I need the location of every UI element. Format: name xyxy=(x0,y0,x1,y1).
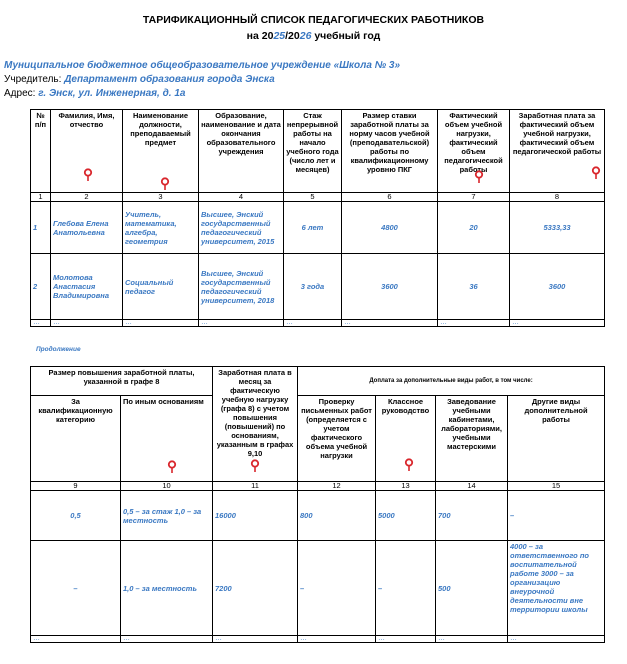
header-cell: № п/п xyxy=(31,110,51,193)
col-number: 9 xyxy=(31,482,121,491)
address-value: г. Энск, ул. Инженерная, д. 1а xyxy=(38,88,186,99)
pin-icon xyxy=(404,458,414,472)
row-name: Глебова Елена Анатольевна xyxy=(51,202,123,254)
col-number: 7 xyxy=(438,193,510,202)
col-number: 4 xyxy=(199,193,284,202)
pin-icon xyxy=(83,168,93,182)
dots-cell: … xyxy=(199,320,284,327)
row-c11: 7200 xyxy=(213,541,298,636)
col-number: 6 xyxy=(342,193,438,202)
dots-cell: … xyxy=(510,320,605,327)
header-cell: Фактический объем учебной нагрузки, фактический объем педагогической работы xyxy=(438,110,510,193)
table-row xyxy=(31,491,605,541)
header-cell: Стаж непрерывной работы на начало учебного года (число лет и месяцев) xyxy=(284,110,342,193)
row-education: Высшее, Энский государственный педагогический университет, 2018 xyxy=(199,254,284,320)
group-header: Размер повышения заработной платы, указанной в графе 8 xyxy=(31,367,213,396)
title-line: ТАРИФИКАЦИОННЫЙ СПИСОК ПЕДАГОГИЧЕСКИХ РАБОТНИКОВ xyxy=(142,14,485,26)
dots-cell: … xyxy=(438,320,510,327)
org-name: Муниципальное бюджетное общеобразовательное учреждение «Школа № 3» xyxy=(4,60,401,71)
pin-icon xyxy=(250,459,260,473)
row-rate: 4800 xyxy=(342,202,438,254)
row-c14: 500 xyxy=(436,541,508,636)
header-cell: Фамилия, Имя, отчество xyxy=(51,110,123,193)
ellipsis-row xyxy=(31,636,605,643)
row-c11: 16000 xyxy=(213,491,298,541)
row-education: Высшее, Энский государственный педагогический университет, 2015 xyxy=(199,202,284,254)
header-cell: Заработная плата за фактический объем учебной нагрузки, фактический объем педагогической работы xyxy=(510,110,605,193)
row-salary: 5333,33 xyxy=(510,202,605,254)
col-number: 12 xyxy=(298,482,376,491)
dots-cell: … xyxy=(508,636,605,643)
dots-cell: … xyxy=(342,320,438,327)
row-c10: 0,5 – за стаж 1,0 – за местность xyxy=(121,491,213,541)
continuation-label: Продолжение xyxy=(36,346,81,353)
col-number: 8 xyxy=(510,193,605,202)
dots-cell: … xyxy=(31,636,121,643)
header-cell: Классное руководство xyxy=(376,396,436,482)
dots-cell: … xyxy=(213,636,298,643)
row-load: 20 xyxy=(438,202,510,254)
header-cell: За квалификационную категорию xyxy=(31,396,121,482)
row-c13: – xyxy=(376,541,436,636)
ellipsis-row xyxy=(31,320,605,327)
row-c15: – xyxy=(508,491,605,541)
founder-value: Департамент образования города Энска xyxy=(64,74,275,85)
year-a: 25 xyxy=(273,30,286,42)
row-name: Молотова Анастасия Владимировна xyxy=(51,254,123,320)
col-number: 15 xyxy=(508,482,605,491)
row-stage: 6 лет xyxy=(284,202,342,254)
header-cell: Проверку письменных работ (определяется с учетом фактического объема учебной нагрузки xyxy=(298,396,376,482)
row-c14: 700 xyxy=(436,491,508,541)
pin-icon xyxy=(160,177,170,191)
col-number: 11 xyxy=(213,482,298,491)
allowance-table xyxy=(30,366,605,643)
dots-cell: … xyxy=(436,636,508,643)
dots-cell: … xyxy=(284,320,342,327)
header-cell: Наименование должности, преподаваемый предмет xyxy=(123,110,199,193)
dots-cell: … xyxy=(31,320,51,327)
table-row xyxy=(31,254,605,320)
row-stage: 3 года xyxy=(284,254,342,320)
header-cell: Заведование учебными кабинетами, лабораториями, учебными мастерскими xyxy=(436,396,508,482)
document-title xyxy=(0,12,627,44)
row-position: Учитель, математика, алгебра, геометрия xyxy=(123,202,199,254)
table-row xyxy=(31,202,605,254)
founder-line: Учредитель: Департамент образования города Энска xyxy=(4,74,275,85)
row-c12: 800 xyxy=(298,491,376,541)
header-cell: Заработная плата в месяц за фактическую учебную нагрузку (графа 8) с учетом повышения (повышений) по основаниям, указанным в графах 9,10 xyxy=(213,367,298,482)
header-cell: Размер ставки заработной платы за норму часов учебной (преподавательской) работы по квалификационному уровню ПКГ xyxy=(342,110,438,193)
pin-icon xyxy=(591,166,601,180)
pin-icon xyxy=(167,460,177,474)
row-c12: – xyxy=(298,541,376,636)
header-cell: Образование, наименование и дата окончания образовательного учреждения xyxy=(199,110,284,193)
table-row xyxy=(31,541,605,636)
row-position: Социальный педагог xyxy=(123,254,199,320)
address-line: Адрес: г. Энск, ул. Инженерная, д. 1а xyxy=(4,88,186,99)
row-no: 2 xyxy=(31,254,51,320)
dots-cell: … xyxy=(298,636,376,643)
row-salary: 3600 xyxy=(510,254,605,320)
dots-cell: … xyxy=(51,320,123,327)
header-cell: Другие виды дополнительной работы xyxy=(508,396,605,482)
group-header: Доплата за дополнительные виды работ, в том числе: xyxy=(298,367,605,396)
dots-cell: … xyxy=(123,320,199,327)
row-c13: 5000 xyxy=(376,491,436,541)
col-number: 10 xyxy=(121,482,213,491)
col-number: 3 xyxy=(123,193,199,202)
year-line: на 2025/2026 учебный год xyxy=(246,30,381,42)
row-c9: – xyxy=(31,541,121,636)
col-number: 13 xyxy=(376,482,436,491)
year-b: 26 xyxy=(299,30,312,42)
col-number: 1 xyxy=(31,193,51,202)
row-load: 36 xyxy=(438,254,510,320)
row-no: 1 xyxy=(31,202,51,254)
col-number: 5 xyxy=(284,193,342,202)
dots-cell: … xyxy=(376,636,436,643)
row-c15: 4000 – за ответственного по воспитательной работе 3000 – за организацию внеурочной деятельности вне территории школы xyxy=(508,541,605,636)
staff-table xyxy=(30,109,605,327)
header-cell: По иным основаниям xyxy=(121,396,213,482)
row-rate: 3600 xyxy=(342,254,438,320)
col-number: 14 xyxy=(436,482,508,491)
row-c9: 0,5 xyxy=(31,491,121,541)
pin-icon xyxy=(474,170,484,184)
row-c10: 1,0 – за местность xyxy=(121,541,213,636)
dots-cell: … xyxy=(121,636,213,643)
col-number: 2 xyxy=(51,193,123,202)
